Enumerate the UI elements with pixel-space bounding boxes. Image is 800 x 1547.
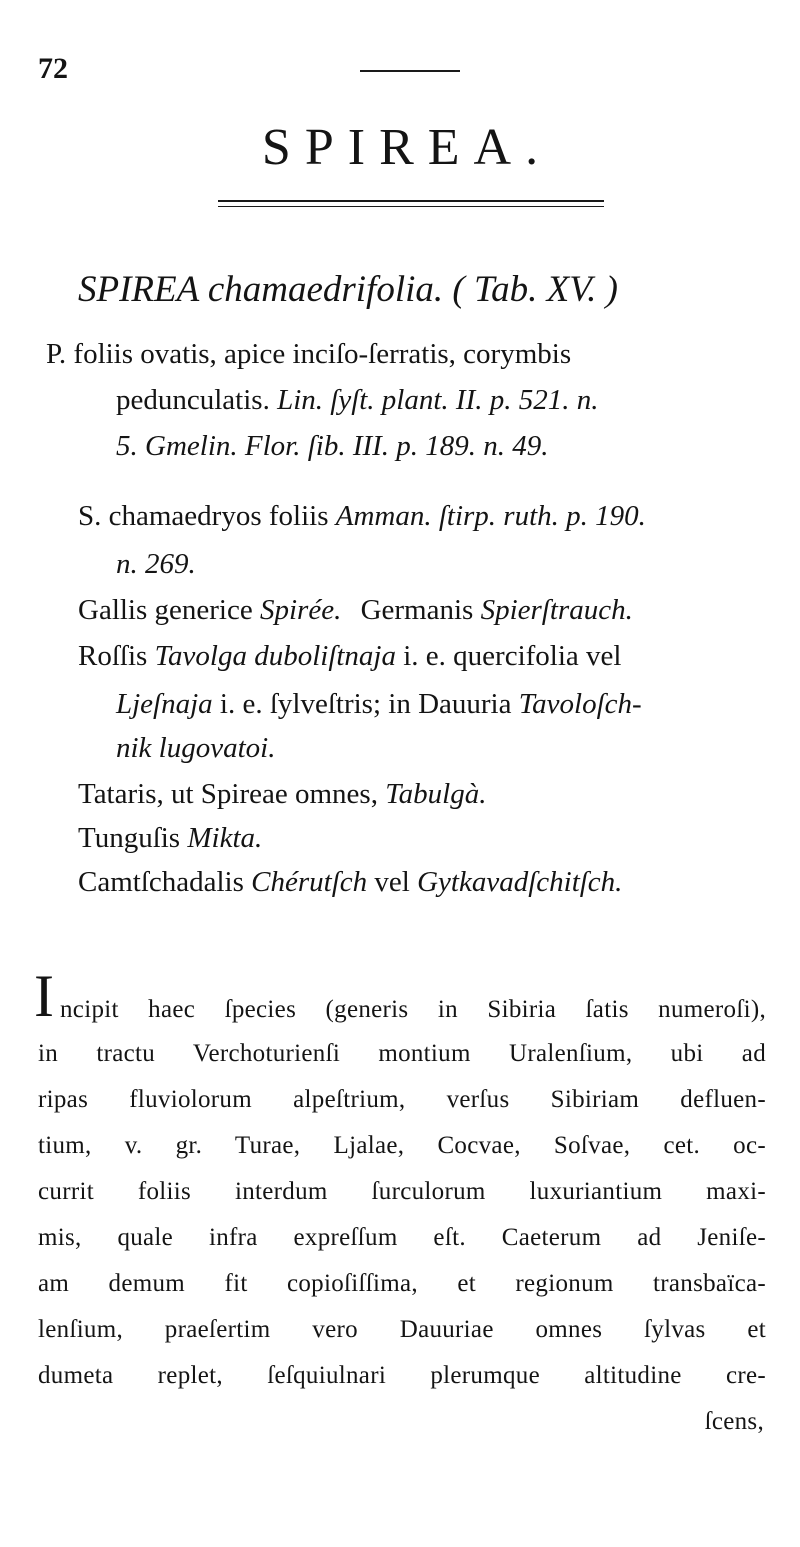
tungusis-text: Tunguſis: [78, 822, 181, 854]
camts-vel: vel: [374, 866, 410, 898]
rossis-name: Tavolga duboliſtnaja: [154, 640, 396, 672]
header-rule: [360, 70, 460, 72]
plate-reference: ( Tab. XV. ): [452, 269, 618, 310]
tavolo-name: Tavoloſch-: [518, 688, 642, 720]
description-line-2: [116, 384, 599, 417]
rossis-rest: i. e. quercifolia vel: [403, 640, 622, 672]
paragraph-line: ncipit haec ſpecies (generis in Sibiria ſatis numeroſi),: [60, 996, 766, 1023]
paragraph-line: currit foliis interdum ſurculorum luxuriantium maxi-: [38, 1178, 766, 1205]
ljesnaja-line: [116, 688, 642, 721]
ljesnaja-rest: i. e. ſylveſtris; in Dauuria: [219, 688, 512, 720]
species-heading: [78, 268, 618, 311]
camts-name-1: Chérutſch: [251, 866, 368, 898]
species-epithet: chamaedrifolia.: [207, 269, 444, 310]
kamchadal-name-line: [78, 866, 622, 899]
page-title: SPIREA.: [261, 119, 553, 176]
gallis-name: Spirée.: [259, 594, 342, 626]
tatar-name-line: [78, 778, 487, 811]
tungusis-name: Mikta.: [187, 822, 263, 854]
paragraph-line: dumeta replet, ſeſquiulnari plerumque altitudine cre-: [38, 1362, 766, 1389]
description-line-1: P. foliis ovatis, apice inciſo-ſerratis, corymbis: [46, 338, 572, 370]
paragraph-line: am demum fit copioſiſſima, et regionum transbaïca-: [38, 1270, 766, 1297]
gallis-text: Gallis generice: [78, 594, 253, 626]
page-number: 72: [38, 52, 68, 85]
catchword: ſcens,: [704, 1408, 764, 1435]
camts-text: Camtſchadalis: [78, 866, 244, 898]
ljesnaja-name: Ljeſnaja: [116, 688, 213, 720]
paragraph-line: lenſium, praeſertim vero Dauuriae omnes ſylvas et: [38, 1316, 766, 1343]
synonym-line-2: n. 269.: [116, 548, 196, 580]
drop-cap: I: [34, 963, 54, 1029]
paragraph-line: mis, quale infra expreſſum eſt. Caeterum ad Jeniſe-: [38, 1224, 766, 1251]
paragraph-line: tium, v. gr. Turae, Ljalae, Cocvae, Soſvae, cet. oc-: [38, 1132, 766, 1159]
germanis-text: Germanis: [360, 594, 474, 626]
camts-name-2: Gytkavadſchitſch.: [417, 866, 623, 898]
russian-name-line: [78, 640, 621, 673]
rossis-text: Roſſis: [78, 640, 148, 672]
amman-reference: Amman. ſtirp. ruth. p. 190.: [335, 500, 646, 532]
title-double-rule: [218, 200, 604, 207]
nik-line: nik lugovatoi.: [116, 732, 276, 764]
tataris-text: Tataris, ut Spireae omnes,: [78, 778, 378, 810]
synonym-text: S. chamaedryos foliis: [78, 500, 329, 532]
paragraph-line: ripas fluviolorum alpeſtrium, verſus Sibiriam defluen-: [38, 1086, 766, 1113]
synonym-line-1: [78, 500, 646, 533]
paragraph-line: in tractu Verchoturienſi montium Uralenſium, ubi ad: [38, 1040, 766, 1067]
linnaeus-reference: Lin. ſyſt. plant. II. p. 521. n.: [277, 384, 599, 416]
genus-name: SPIREA: [78, 269, 199, 310]
gallic-name-line: [78, 594, 633, 627]
tataris-name: Tabulgà.: [385, 778, 487, 810]
gmelin-reference: 5. Gmelin. Flor. ſib. III. p. 189. n. 49.: [116, 430, 549, 462]
tungus-name-line: [78, 822, 262, 855]
description-text: pedunculatis.: [116, 384, 270, 416]
germanis-name: Spierſtrauch.: [480, 594, 633, 626]
